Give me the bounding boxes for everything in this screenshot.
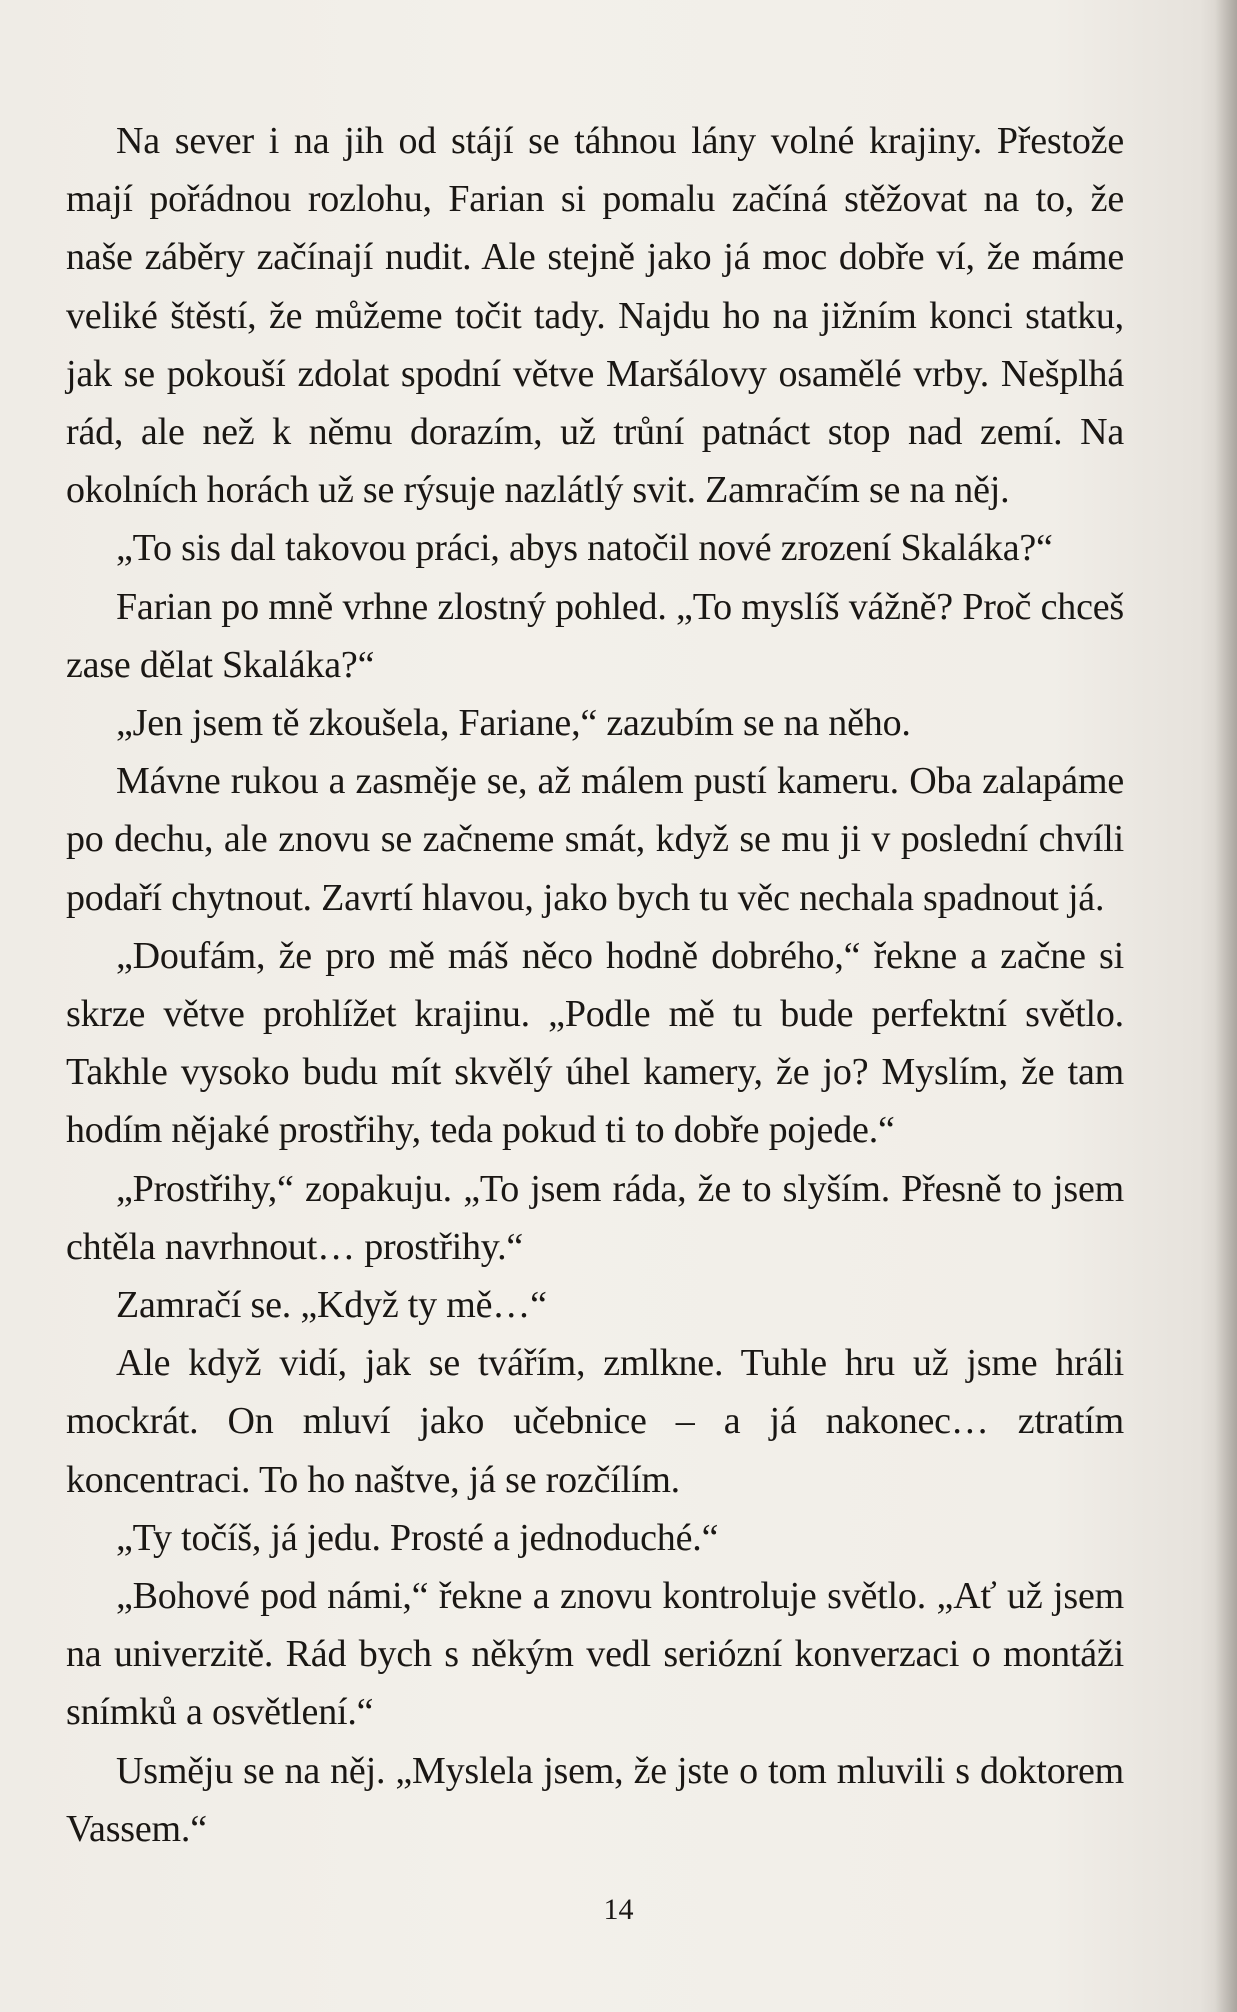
paragraph-8: Zamračí se. „Když ty mě…“: [116, 1284, 547, 1327]
paragraph-7: „Prostřihy,“ zopakuju. „To jsem ráda, že to slyším. Přesně to jsem chtěla navrhnout… prostřihy.“: [66, 1167, 1124, 1268]
body-text: [66, 112, 1124, 1858]
page-number: 14: [603, 1893, 634, 1926]
paragraph-1: Na sever i na jih od stájí se táhnou lány volné krajiny. Přestože mají pořádnou rozlohu, Farian si pomalu začíná stěžovat na to, že naše záběry začínají nudit. Ale stejně jako já moc dobře ví, že máme veliké štěstí, že můžeme točit tady. Najdu ho na jižním konci statku, jak se pokouší zdolat spodní větve Maršálovy osamělé vrby. Nešplhá rád, ale než k němu dorazím, už trůní patnáct stop nad zemí. Na okolních horách už se rýsuje nazlátlý svit. Zamračím se na něj.: [66, 120, 1124, 512]
paragraph-4: „Jen jsem tě zkoušela, Fariane,“ zazubím se na něho.: [116, 702, 911, 745]
paragraph-10: „Ty točíš, já jedu. Prosté a jednoduché.“: [116, 1516, 719, 1559]
paragraph-6: „Doufám, že pro mě máš něco hodně dobrého,“ řekne a začne si skrze větve prohlížet krajinu. „Podle mě tu bude perfektní světlo. Takhle vysoko budu mít skvělý úhel kamery, že jo? Myslím, že tam hodím nějaké prostřihy, teda pokud ti to dobře pojede.“: [66, 934, 1124, 1152]
paragraph-12: Usměju se na něj. „Myslela jsem, že jste o tom mluvili s doktorem Vassem.“: [66, 1749, 1124, 1850]
paragraph-5: Mávne rukou a zasměje se, až málem pustí kameru. Oba zalapáme po dechu, ale znovu se začneme smát, když se mu ji v poslední chvíli podaří chytnout. Zavrtí hlavou, jako bych tu věc nechala spadnout já.: [66, 760, 1124, 919]
page-edge-shadow: [1215, 0, 1237, 2012]
paragraph-9: Ale když vidí, jak se tvářím, zmlkne. Tuhle hru už jsme hráli mockrát. On mluví jako učebnice – a já nakonec… ztratím koncentraci. To ho naštve, já se rozčílím.: [66, 1342, 1124, 1501]
paragraph-3: Farian po mně vrhne zlostný pohled. „To myslíš vážně? Proč chceš zase dělat Skaláka?“: [66, 585, 1124, 686]
paragraph-11: „Bohové pod námi,“ řekne a znovu kontroluje světlo. „Ať už jsem na univerzitě. Rád bych s někým vedl seriózní konverzaci o montáži snímků a osvětlení.“: [66, 1575, 1124, 1734]
paragraph-2: „To sis dal takovou práci, abys natočil nové zrození Skaláka?“: [116, 527, 1053, 570]
